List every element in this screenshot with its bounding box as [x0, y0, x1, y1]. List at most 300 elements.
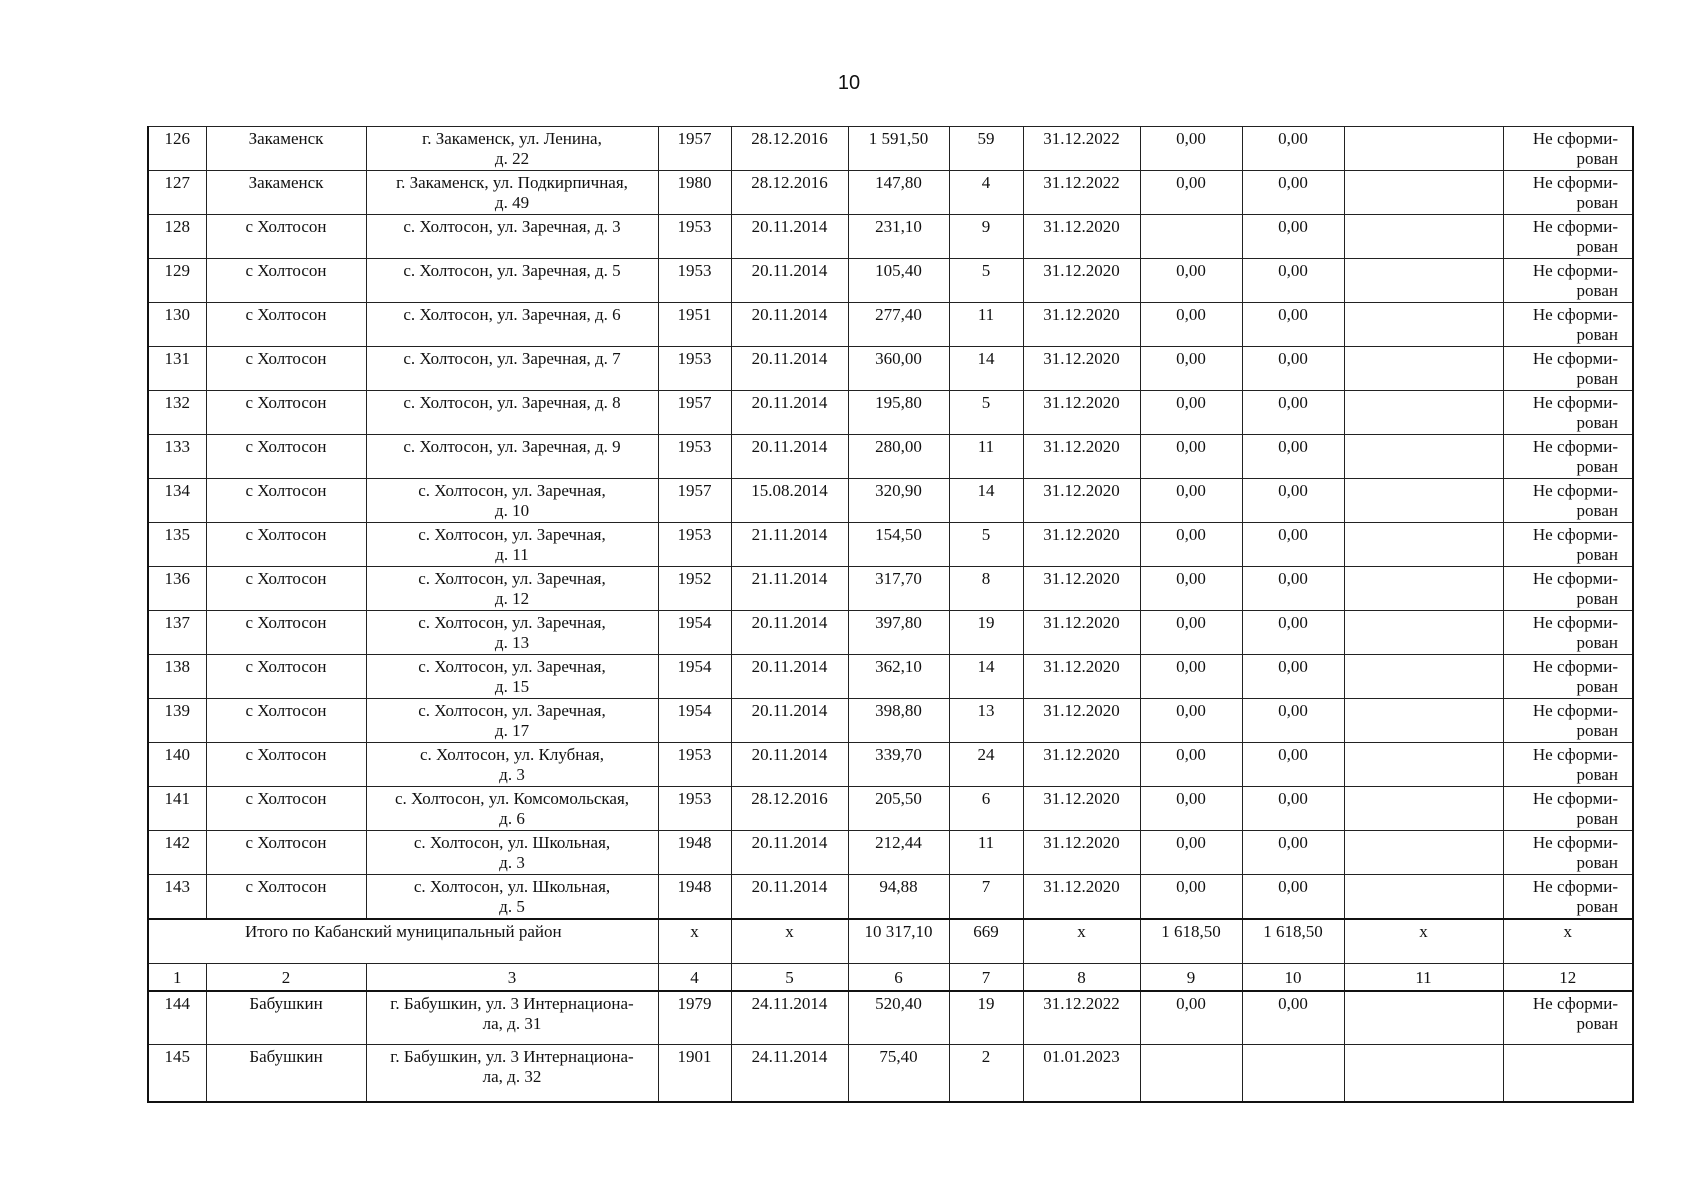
address-cell-line1: с. Холтосон, ул. Школьная, [413, 877, 611, 896]
address-cell-line2: д. 12 [494, 589, 530, 608]
col9-cell: 0,00 [1140, 523, 1242, 567]
status-cell-line2: рован [1576, 809, 1618, 828]
col10-cell: 0,00 [1242, 831, 1344, 875]
status-cell-line2: рован [1576, 545, 1618, 564]
status-cell-line1: Не сформи- [1532, 261, 1618, 280]
col11-cell [1344, 1045, 1503, 1103]
residents-cell: 14 [949, 347, 1023, 391]
status-cell-line1: Не сформи- [1532, 349, 1618, 368]
deadline-cell: 31.12.2020 [1023, 567, 1140, 611]
column-number: 9 [1140, 964, 1242, 992]
column-number: 7 [949, 964, 1023, 992]
area-cell: 397,80 [848, 611, 949, 655]
deadline-cell: 31.12.2020 [1023, 215, 1140, 259]
area-cell: 339,70 [848, 743, 949, 787]
residents-cell: 5 [949, 259, 1023, 303]
address-cell [366, 743, 658, 787]
table-row [148, 127, 1633, 171]
table-row [148, 303, 1633, 347]
col11-cell [1344, 171, 1503, 215]
status-cell-line2: рован [1576, 501, 1618, 520]
page-number: 10 [837, 72, 861, 94]
column-number: 10 [1242, 964, 1344, 992]
locality-cell: Бабушкин [206, 1045, 366, 1103]
status-cell [1503, 259, 1633, 303]
col9-cell: 0,00 [1140, 567, 1242, 611]
address-cell-line2: ла, д. 31 [482, 1014, 542, 1033]
table-row [148, 479, 1633, 523]
residents-cell: 14 [949, 479, 1023, 523]
col10-cell: 0,00 [1242, 435, 1344, 479]
col10-cell: 0,00 [1242, 787, 1344, 831]
column-number: 2 [206, 964, 366, 992]
residents-cell: 19 [949, 991, 1023, 1045]
date-cell: 15.08.2014 [731, 479, 848, 523]
deadline-cell: 31.12.2022 [1023, 127, 1140, 171]
locality-cell: с Холтосон [206, 875, 366, 920]
table-row [148, 875, 1633, 920]
col11-cell [1344, 347, 1503, 391]
col11-cell [1344, 991, 1503, 1045]
address-cell-line1: с. Холтосон, ул. Заречная, [418, 481, 606, 500]
column-number: 6 [848, 964, 949, 992]
address-cell-line2: д. 13 [494, 633, 530, 652]
total-deadline: x [1023, 919, 1140, 964]
address-cell-line2: ла, д. 32 [482, 1067, 542, 1086]
table-row [148, 655, 1633, 699]
area-cell: 362,10 [848, 655, 949, 699]
row-number: 128 [148, 215, 206, 259]
total-label: Итого по Кабанский муниципальный район [148, 919, 658, 964]
col10-cell: 0,00 [1242, 567, 1344, 611]
locality-cell: с Холтосон [206, 435, 366, 479]
row-number: 131 [148, 347, 206, 391]
deadline-cell: 31.12.2020 [1023, 523, 1140, 567]
status-cell [1503, 303, 1633, 347]
total-section [148, 919, 1633, 991]
col9-cell: 0,00 [1140, 787, 1242, 831]
col9-cell [1140, 1045, 1242, 1103]
date-cell: 28.12.2016 [731, 127, 848, 171]
col9-cell [1140, 215, 1242, 259]
year-built-cell: 1953 [658, 787, 731, 831]
area-cell: 398,80 [848, 699, 949, 743]
year-built-cell: 1953 [658, 215, 731, 259]
status-cell-line2: рован [1576, 677, 1618, 696]
col10-cell: 0,00 [1242, 259, 1344, 303]
year-built-cell: 1957 [658, 479, 731, 523]
address-cell-line1: с. Холтосон, ул. Заречная, д. 9 [403, 437, 621, 456]
date-cell: 20.11.2014 [731, 347, 848, 391]
col11-cell [1344, 831, 1503, 875]
date-cell: 20.11.2014 [731, 831, 848, 875]
address-cell [366, 567, 658, 611]
col10-cell: 0,00 [1242, 347, 1344, 391]
row-number: 139 [148, 699, 206, 743]
col10-cell: 0,00 [1242, 611, 1344, 655]
year-built-cell: 1952 [658, 567, 731, 611]
deadline-cell: 31.12.2020 [1023, 391, 1140, 435]
locality-cell: с Холтосон [206, 523, 366, 567]
address-cell-line1: с. Холтосон, ул. Заречная, [418, 569, 606, 588]
address-cell [366, 479, 658, 523]
column-number: 5 [731, 964, 848, 992]
col9-cell: 0,00 [1140, 875, 1242, 920]
status-cell-line1: Не сформи- [1532, 437, 1618, 456]
year-built-cell: 1951 [658, 303, 731, 347]
deadline-cell: 31.12.2020 [1023, 479, 1140, 523]
col11-cell [1344, 567, 1503, 611]
address-cell-line2: д. 22 [494, 149, 530, 168]
column-number: 11 [1344, 964, 1503, 992]
col9-cell: 0,00 [1140, 655, 1242, 699]
year-built-cell: 1948 [658, 875, 731, 920]
total-year: x [658, 919, 731, 964]
col9-cell: 0,00 [1140, 479, 1242, 523]
date-cell: 28.12.2016 [731, 787, 848, 831]
area-cell: 75,40 [848, 1045, 949, 1103]
total-col9: 1 618,50 [1140, 919, 1242, 964]
col9-cell: 0,00 [1140, 435, 1242, 479]
address-cell-line2: д. 3 [499, 765, 525, 784]
address-cell-line1: с. Холтосон, ул. Комсомольская, [394, 789, 630, 808]
table-row [148, 743, 1633, 787]
status-cell-line1: Не сформи- [1532, 569, 1618, 588]
address-cell-line1: с. Холтосон, ул. Школьная, [413, 833, 611, 852]
address-cell-line2: д. 17 [494, 721, 530, 740]
status-cell-line2: рован [1576, 897, 1618, 916]
row-number: 141 [148, 787, 206, 831]
address-cell [366, 435, 658, 479]
address-cell [366, 875, 658, 920]
table-row [148, 215, 1633, 259]
address-cell-line1: с. Холтосон, ул. Заречная, д. 6 [403, 305, 621, 324]
col10-cell: 0,00 [1242, 699, 1344, 743]
year-built-cell: 1957 [658, 391, 731, 435]
status-cell-line2: рован [1576, 149, 1618, 168]
year-built-cell: 1953 [658, 435, 731, 479]
status-cell-line2: рован [1576, 413, 1618, 432]
date-cell: 20.11.2014 [731, 259, 848, 303]
date-cell: 20.11.2014 [731, 391, 848, 435]
deadline-cell: 31.12.2020 [1023, 303, 1140, 347]
status-cell [1503, 435, 1633, 479]
col10-cell: 0,00 [1242, 991, 1344, 1045]
column-numbers-row [148, 964, 1633, 992]
col10-cell: 0,00 [1242, 743, 1344, 787]
locality-cell: с Холтосон [206, 743, 366, 787]
col11-cell [1344, 875, 1503, 920]
address-cell [366, 655, 658, 699]
table-row [148, 567, 1633, 611]
column-number: 1 [148, 964, 206, 992]
row-number: 126 [148, 127, 206, 171]
status-cell-line2: рован [1576, 369, 1618, 388]
status-cell-line1: Не сформи- [1532, 481, 1618, 500]
col11-cell [1344, 215, 1503, 259]
status-cell-line1: Не сформи- [1532, 789, 1618, 808]
residents-cell: 19 [949, 611, 1023, 655]
status-cell-line2: рован [1576, 281, 1618, 300]
area-cell: 195,80 [848, 391, 949, 435]
col9-cell: 0,00 [1140, 171, 1242, 215]
locality-cell: с Холтосон [206, 831, 366, 875]
table-body-bottom [148, 991, 1633, 1102]
row-number: 143 [148, 875, 206, 920]
area-cell: 317,70 [848, 567, 949, 611]
residents-cell: 5 [949, 523, 1023, 567]
total-residents: 669 [949, 919, 1023, 964]
address-cell [366, 215, 658, 259]
status-cell-line2: рован [1576, 325, 1618, 344]
row-number: 127 [148, 171, 206, 215]
col9-cell: 0,00 [1140, 831, 1242, 875]
residents-cell: 13 [949, 699, 1023, 743]
status-cell-line1: Не сформи- [1532, 877, 1618, 896]
status-cell-line1: Не сформи- [1532, 217, 1618, 236]
address-cell-line2: д. 6 [499, 809, 525, 828]
address-cell-line1: с. Холтосон, ул. Клубная, [420, 745, 604, 764]
col10-cell [1242, 1045, 1344, 1103]
address-cell-line1: с. Холтосон, ул. Заречная, [418, 525, 606, 544]
address-cell [366, 831, 658, 875]
col10-cell: 0,00 [1242, 655, 1344, 699]
status-cell-line1: Не сформи- [1532, 701, 1618, 720]
deadline-cell: 31.12.2022 [1023, 991, 1140, 1045]
deadline-cell: 31.12.2020 [1023, 259, 1140, 303]
deadline-cell: 31.12.2020 [1023, 743, 1140, 787]
locality-cell: с Холтосон [206, 347, 366, 391]
area-cell: 520,40 [848, 991, 949, 1045]
area-cell: 1 591,50 [848, 127, 949, 171]
total-status: x [1503, 919, 1633, 964]
col11-cell [1344, 435, 1503, 479]
col9-cell: 0,00 [1140, 303, 1242, 347]
address-cell-line1: с. Холтосон, ул. Заречная, д. 5 [403, 261, 621, 280]
total-row [148, 919, 1633, 964]
status-cell-line2: рован [1576, 853, 1618, 872]
status-cell [1503, 347, 1633, 391]
row-number: 134 [148, 479, 206, 523]
row-number: 144 [148, 991, 206, 1045]
area-cell: 94,88 [848, 875, 949, 920]
status-cell-line1: Не сформи- [1532, 129, 1618, 148]
col9-cell: 0,00 [1140, 699, 1242, 743]
date-cell: 20.11.2014 [731, 655, 848, 699]
locality-cell: с Холтосон [206, 303, 366, 347]
status-cell [1503, 479, 1633, 523]
status-cell-line1: Не сформи- [1532, 173, 1618, 192]
deadline-cell: 31.12.2020 [1023, 787, 1140, 831]
col9-cell: 0,00 [1140, 127, 1242, 171]
total-col10: 1 618,50 [1242, 919, 1344, 964]
status-cell-line2: рован [1576, 193, 1618, 212]
status-cell-line1: Не сформи- [1532, 613, 1618, 632]
residents-cell: 2 [949, 1045, 1023, 1103]
area-cell: 212,44 [848, 831, 949, 875]
deadline-cell: 31.12.2022 [1023, 171, 1140, 215]
locality-cell: с Холтосон [206, 611, 366, 655]
status-cell [1503, 699, 1633, 743]
status-cell [1503, 611, 1633, 655]
col11-cell [1344, 127, 1503, 171]
row-number: 138 [148, 655, 206, 699]
area-cell: 320,90 [848, 479, 949, 523]
locality-cell: с Холтосон [206, 215, 366, 259]
col10-cell: 0,00 [1242, 391, 1344, 435]
address-cell-line2: д. 11 [495, 545, 529, 564]
address-cell-line2: д. 15 [494, 677, 530, 696]
deadline-cell: 01.01.2023 [1023, 1045, 1140, 1103]
year-built-cell: 1953 [658, 743, 731, 787]
column-number: 4 [658, 964, 731, 992]
area-cell: 231,10 [848, 215, 949, 259]
status-cell [1503, 215, 1633, 259]
residents-cell: 5 [949, 391, 1023, 435]
residents-cell: 11 [949, 303, 1023, 347]
col9-cell: 0,00 [1140, 259, 1242, 303]
deadline-cell: 31.12.2020 [1023, 655, 1140, 699]
address-cell [366, 787, 658, 831]
locality-cell: с Холтосон [206, 787, 366, 831]
column-number: 3 [366, 964, 658, 992]
col11-cell [1344, 259, 1503, 303]
col9-cell: 0,00 [1140, 347, 1242, 391]
col10-cell: 0,00 [1242, 127, 1344, 171]
status-cell-line1: Не сформи- [1532, 745, 1618, 764]
address-cell [366, 171, 658, 215]
date-cell: 20.11.2014 [731, 435, 848, 479]
row-number: 140 [148, 743, 206, 787]
row-number: 136 [148, 567, 206, 611]
address-cell [366, 523, 658, 567]
residents-cell: 59 [949, 127, 1023, 171]
area-cell: 105,40 [848, 259, 949, 303]
date-cell: 20.11.2014 [731, 303, 848, 347]
address-cell-line2: д. 3 [499, 853, 525, 872]
area-cell: 205,50 [848, 787, 949, 831]
row-number: 132 [148, 391, 206, 435]
table-row [148, 699, 1633, 743]
status-cell-line2: рован [1576, 765, 1618, 784]
residents-cell: 9 [949, 215, 1023, 259]
col11-cell [1344, 479, 1503, 523]
table-row [148, 1045, 1633, 1103]
row-number: 145 [148, 1045, 206, 1103]
row-number: 142 [148, 831, 206, 875]
date-cell: 21.11.2014 [731, 567, 848, 611]
locality-cell: Закаменск [206, 127, 366, 171]
column-number: 8 [1023, 964, 1140, 992]
locality-cell: с Холтосон [206, 479, 366, 523]
col9-cell: 0,00 [1140, 991, 1242, 1045]
year-built-cell: 1980 [658, 171, 731, 215]
address-cell-line1: с. Холтосон, ул. Заречная, д. 7 [403, 349, 621, 368]
deadline-cell: 31.12.2020 [1023, 435, 1140, 479]
col10-cell: 0,00 [1242, 303, 1344, 347]
address-cell [366, 259, 658, 303]
date-cell: 20.11.2014 [731, 743, 848, 787]
col10-cell: 0,00 [1242, 875, 1344, 920]
status-cell [1503, 831, 1633, 875]
total-col11: x [1344, 919, 1503, 964]
status-cell-line1: Не сформи- [1532, 393, 1618, 412]
status-cell [1503, 787, 1633, 831]
year-built-cell: 1979 [658, 991, 731, 1045]
row-number: 129 [148, 259, 206, 303]
residents-cell: 6 [949, 787, 1023, 831]
residents-cell: 4 [949, 171, 1023, 215]
table-row [148, 991, 1633, 1045]
date-cell: 20.11.2014 [731, 875, 848, 920]
status-cell-line2: рован [1576, 721, 1618, 740]
table-body-top [148, 127, 1633, 920]
status-cell [1503, 991, 1633, 1045]
residents-cell: 11 [949, 435, 1023, 479]
year-built-cell: 1954 [658, 699, 731, 743]
year-built-cell: 1954 [658, 611, 731, 655]
area-cell: 280,00 [848, 435, 949, 479]
deadline-cell: 31.12.2020 [1023, 875, 1140, 920]
status-cell [1503, 655, 1633, 699]
date-cell: 20.11.2014 [731, 611, 848, 655]
locality-cell: Бабушкин [206, 991, 366, 1045]
address-cell-line1: г. Закаменск, ул. Подкирпичная, [396, 173, 628, 192]
status-cell [1503, 875, 1633, 920]
year-built-cell: 1948 [658, 831, 731, 875]
status-cell-line1: Не сформи- [1532, 525, 1618, 544]
address-cell [366, 303, 658, 347]
col11-cell [1344, 611, 1503, 655]
area-cell: 154,50 [848, 523, 949, 567]
locality-cell: Закаменск [206, 171, 366, 215]
address-cell-line1: с. Холтосон, ул. Заречная, [418, 701, 606, 720]
locality-cell: с Холтосон [206, 259, 366, 303]
col11-cell [1344, 655, 1503, 699]
year-built-cell: 1953 [658, 347, 731, 391]
address-cell [366, 391, 658, 435]
table-row [148, 831, 1633, 875]
address-cell-line1: г. Бабушкин, ул. 3 Интернациона- [390, 1047, 634, 1066]
col11-cell [1344, 391, 1503, 435]
date-cell: 28.12.2016 [731, 171, 848, 215]
year-built-cell: 1953 [658, 259, 731, 303]
col11-cell [1344, 787, 1503, 831]
year-built-cell: 1954 [658, 655, 731, 699]
col10-cell: 0,00 [1242, 215, 1344, 259]
locality-cell: с Холтосон [206, 699, 366, 743]
row-number: 130 [148, 303, 206, 347]
row-number: 135 [148, 523, 206, 567]
locality-cell: с Холтосон [206, 567, 366, 611]
col10-cell: 0,00 [1242, 171, 1344, 215]
status-cell-line1: Не сформи- [1532, 657, 1618, 676]
status-cell-line1: Не сформи- [1532, 833, 1618, 852]
address-cell-line2: д. 49 [494, 193, 530, 212]
col11-cell [1344, 699, 1503, 743]
year-built-cell: 1901 [658, 1045, 731, 1103]
area-cell: 277,40 [848, 303, 949, 347]
status-cell-line2: рован [1576, 457, 1618, 476]
col10-cell: 0,00 [1242, 479, 1344, 523]
housing-register-table [147, 126, 1634, 1103]
address-cell-line1: с. Холтосон, ул. Заречная, д. 8 [403, 393, 621, 412]
locality-cell: с Холтосон [206, 655, 366, 699]
col11-cell [1344, 523, 1503, 567]
col10-cell: 0,00 [1242, 523, 1344, 567]
table-row [148, 435, 1633, 479]
address-cell-line2: д. 5 [499, 897, 525, 916]
